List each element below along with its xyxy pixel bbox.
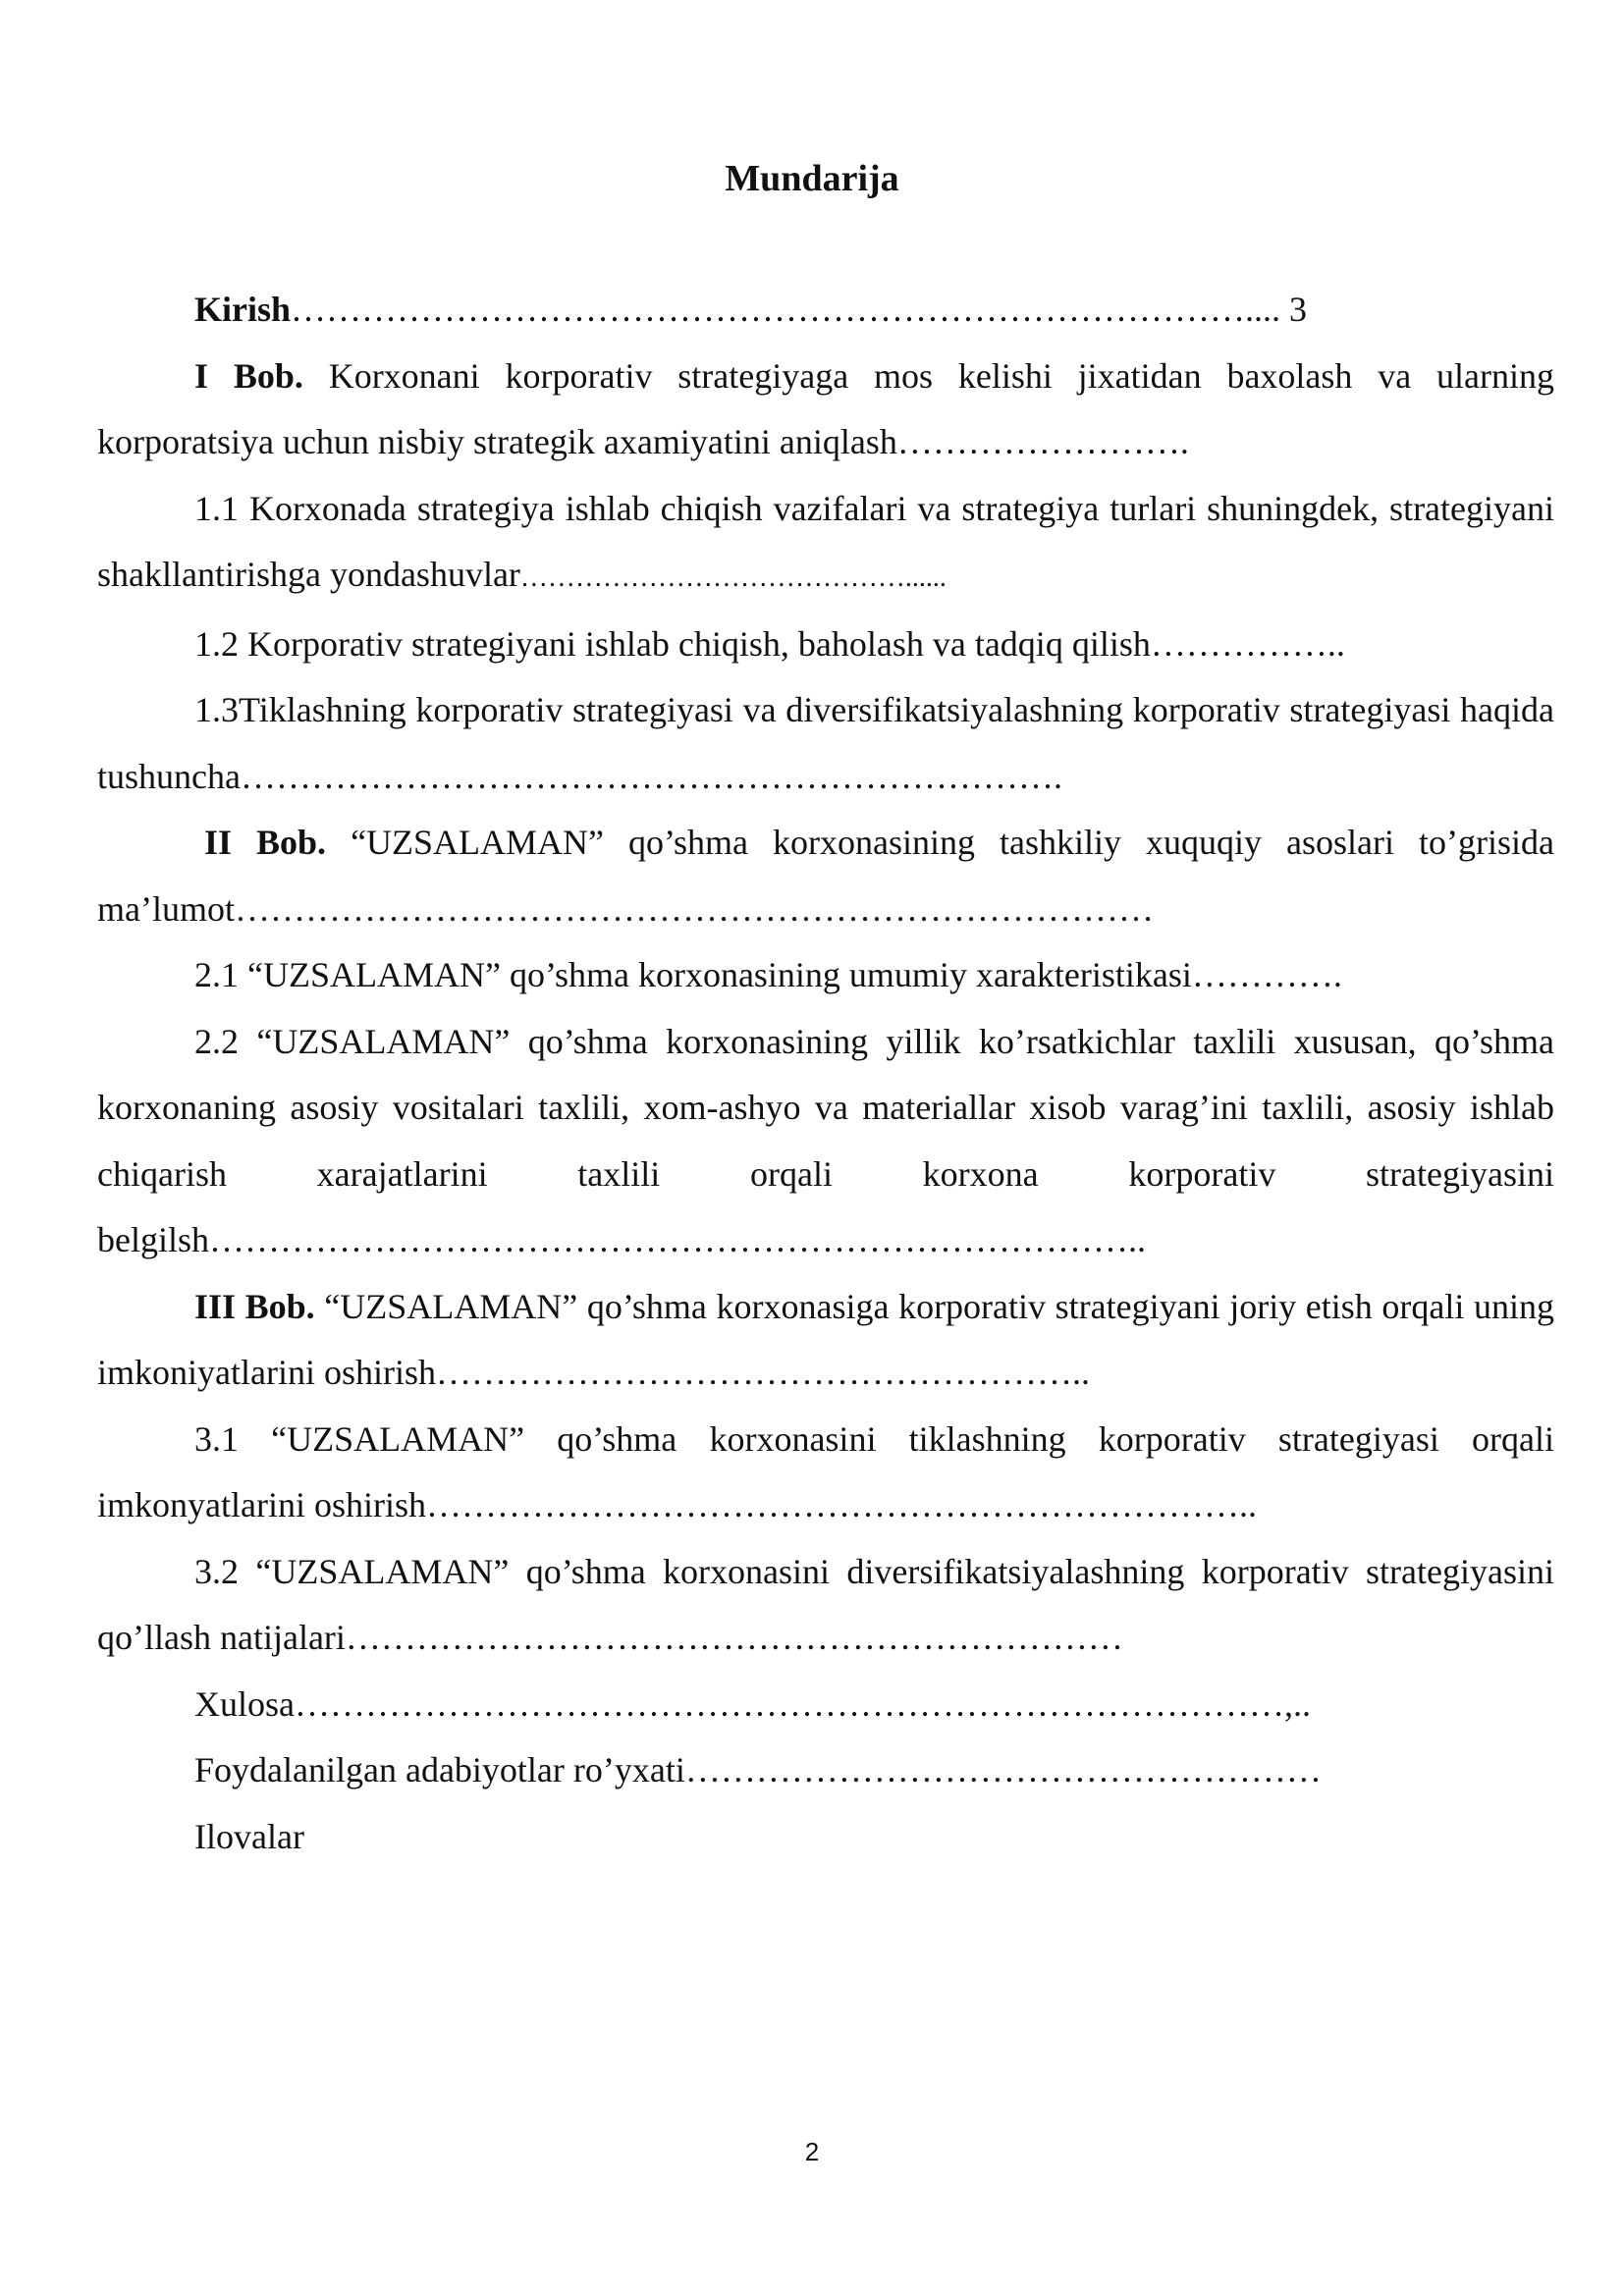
toc-entry-section-1-3 [97,677,1554,810]
toc-entry-leader: ……………………………………………….. [435,1353,1090,1392]
toc-entry-ilovalar [194,1804,1554,1871]
toc-entry-chapter-2 [97,810,1554,942]
toc-entry-section-3-2 [97,1539,1554,1672]
table-of-contents [97,277,1555,1870]
toc-entry-kirish [194,277,1554,344]
toc-entry-adabiyotlar [194,1737,1554,1804]
toc-entry-leader: …………………………………………………………………….. [209,1220,1146,1259]
toc-entry-leader: …………………………………………………………….. [425,1485,1257,1524]
toc-entry-text: 2.2 “UZSALAMAN” qo’shma korxonasining yillik ko’rsatkichlar taxlili xususan, qo’shma korxonaning asosiy vositalari taxlili, xom-ashyo va materiallar xisob varag’ini taxlili, asosiy ishlab chiqarish xarajatlarini taxlili orqali korxona korporativ strategiyasini belgilsh [97,1021,1554,1259]
toc-entry-leader: …………….. [1150,623,1345,664]
page-number: 2 [804,2137,820,2166]
toc-entry-section-3-1 [97,1407,1554,1539]
toc-entry-text: 3.2 “UZSALAMAN” qo’shma korxonasini diversifikatsiyalashning korporativ strategiyasini qo’llash natijalari [97,1551,1554,1657]
toc-entry-section-2-1 [194,942,1554,1009]
toc-entry-bold-label: II Bob. [204,823,327,862]
toc-entry-chapter-3 [97,1274,1554,1407]
toc-entry-bold-label: III Bob. [194,1286,315,1326]
toc-entry-section-1-2 [194,612,1554,678]
toc-entry-leader: ……………………………………...... [519,562,947,593]
toc-entry-text: Ilovalar [194,1816,304,1856]
toc-entry-leader: ……………………………………………… [684,1750,1322,1789]
toc-entry-bold-label: Kirish [194,290,292,329]
toc-entry-text: Korxonani korporativ strategiyaga mos kelishi jixatidan baxolash va ularning korporatsiya uchun nisbiy strategik axamiyatini aniqlash [97,355,1555,461]
toc-entry-leader: ………………………………………………………… [345,1618,1123,1657]
toc-entry-xulosa [194,1672,1554,1738]
toc-entry-text: 3.1 “UZSALAMAN” qo’shma korxonasini tiklashning korporativ strategiyasi orqali imkonyatlarini oshirish [97,1418,1554,1524]
toc-entry-leader: ……………………………………………………………. [240,756,1062,796]
toc-entry-leader: ……………………. [896,422,1189,461]
toc-entry-leader: ……………………………………………………………………….... 3 [291,290,1308,329]
toc-entry-chapter-1 [97,344,1554,476]
toc-entry-bold-label: I Bob. [194,355,303,396]
toc-entry-text: 2.1 “UZSALAMAN” qo’shma korxonasining umumiy xarakteristikasi [194,955,1192,994]
toc-entry-text: Xulosa [194,1683,295,1724]
toc-entry-text: 1.1 Korxonada strategiya ishlab chiqish vazifalari va strategiya turlari shuningdek, strategiyani shakllantirishga yondashuvlar [97,488,1554,594]
toc-entry-text: “UZSALAMAN” qo’shma korxonasiga korporativ strategiyani joriy etish orqali uning imkoniyatlarini oshirish [97,1286,1555,1392]
toc-entry-text: “UZSALAMAN” qo’shma korxonasining tashkiliy xuquqiy asoslari to’grisida ma’lumot [97,823,1554,929]
toc-entry-text: Foydalanilgan adabiyotlar ro’yxati [194,1750,685,1789]
toc-entry-leader: …………. [1191,955,1342,994]
toc-entry-text: 1.3Tiklashning korporativ strategiyasi va diversifikatsiyalashning korporativ strategiyasi haqida tushuncha [97,690,1554,796]
toc-entry-leader: …………………………………………………………………………,.. [295,1683,1311,1724]
toc-entry-section-2-2 [97,1009,1554,1274]
page-title: Mundarija [725,158,899,199]
toc-entry-text: 1.2 Korporativ strategiyani ishlab chiqish, baholash va tadqiq qilish [194,623,1151,664]
toc-entry-leader: …………………………………………………………………… [234,888,1154,929]
toc-entry-section-1-1 [97,476,1554,612]
